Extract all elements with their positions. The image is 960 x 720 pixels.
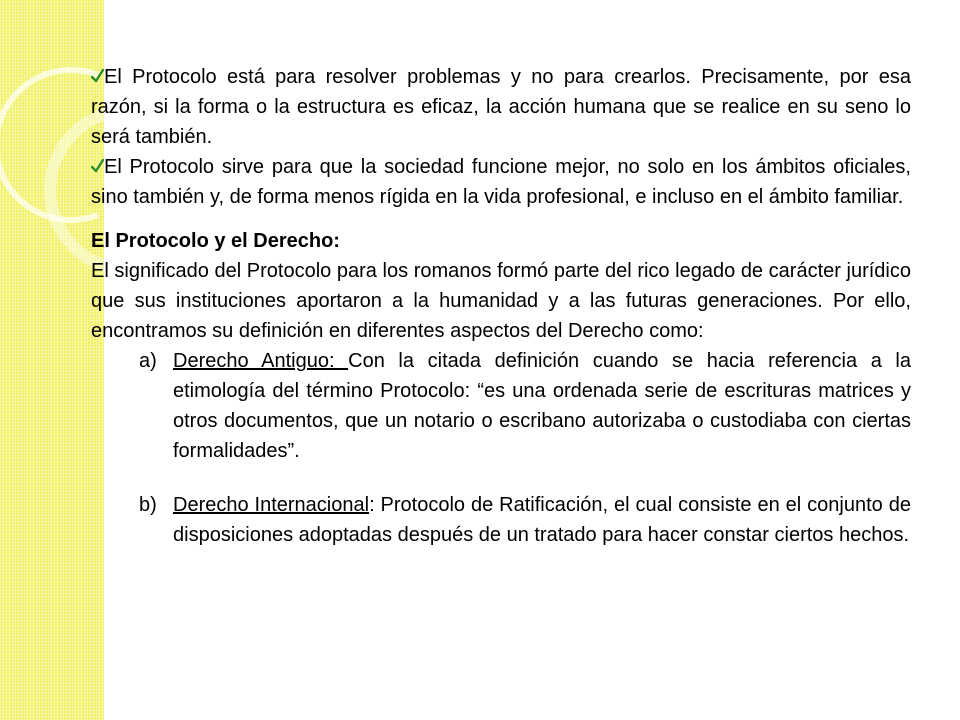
list-item-body [173,490,911,550]
list-item-term: Derecho Antiguo: [173,350,349,372]
spacer [91,466,911,490]
bullet-paragraph-2 [91,152,911,212]
list-item-label: a) [139,350,157,372]
checkmark-icon [91,158,104,174]
list-item-label: b) [139,494,157,516]
slide-content [91,62,911,550]
bullet-text: El Protocolo sirve para que la sociedad funcione mejor, no solo en los ámbitos oficiales, sino también y, de forma menos rígida en la vida profesional, e incluso en el ámbito familiar. [91,156,911,208]
section-intro: El significado del Protocolo para los romanos formó parte del rico legado de carácter jurídico que sus instituciones aportaron a la humanidad y a las futuras generaciones. Por ello, encontramos su definición en diferentes aspectos del Derecho como: [91,260,911,342]
list-item-a [91,346,911,466]
bullet-text: El Protocolo está para resolver problemas y no para crearlos. Precisamente, por esa razón, si la forma o la estructura es eficaz, la acción humana que se realice en su seno lo será también. [91,66,911,148]
bullet-paragraph-1 [91,62,911,152]
list-item-body [173,346,911,466]
checkmark-icon [91,68,104,84]
list-item-text: : Protocolo de Ratificación, el cual consiste en el conjunto de disposiciones adoptadas después de un tratado para hacer constar ciertos hechos. [173,494,911,546]
list-item-text: Con la citada definición cuando se hacia referencia a la etimología del término Protocolo: “es una ordenada serie de escrituras matrices y otros documentos, que un notario o escribano autorizaba o custodiaba con ciertas formalidades”. [173,350,911,462]
list-item-b [91,490,911,550]
list-item-term: Derecho Internacional [173,494,370,516]
section-heading: El Protocolo y el Derecho: [91,230,340,252]
